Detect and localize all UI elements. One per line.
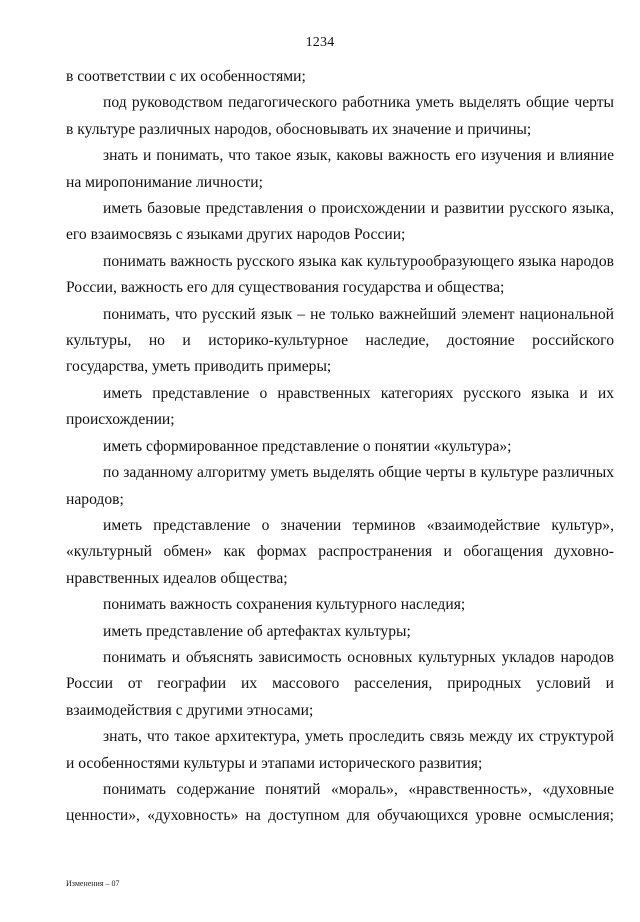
paragraph: под руководством педагогического работника уметь выделять общие черты в культуре различных народов, обосновывать их значение и причины; <box>66 94 614 138</box>
paragraph: знать и понимать, что такое язык, каковы важность его изучения и влияние на миропонимание личности; <box>66 147 614 191</box>
paragraph: по заданному алгоритму уметь выделять общие черты в культуре различных народов; <box>66 464 614 508</box>
document-body <box>66 64 614 830</box>
footer-revision-note: Изменения – 07 <box>66 879 120 888</box>
paragraph: иметь представление о значении терминов «взаимодействие культур», «культурный обмен» как формах распространения и обогащения духовно-нравственных идеалов общества; <box>66 516 614 587</box>
paragraph: иметь представление об артефактах культуры; <box>103 622 411 640</box>
paragraph: понимать важность сохранения культурного наследия; <box>103 596 466 614</box>
paragraph: иметь базовые представления о происхождении и развитии русского языка, его взаимосвязь с языками других народов России; <box>66 200 614 244</box>
paragraph: знать, что такое архитектура, уметь проследить связь между их структурой и особенностями культуры и этапами исторического развития; <box>66 728 614 772</box>
paragraph: иметь сформированное представление о понятии «культура»; <box>103 437 512 455</box>
page-number: 1234 <box>305 35 335 50</box>
paragraph: понимать, что русский язык – не только важнейший элемент национальной культуры, но и историко-культурное наследие, достояние российского государства, уметь приводить примеры; <box>66 305 614 376</box>
paragraph: понимать важность русского языка как культурообразующего языка народов России, важность его для существования государства и общества; <box>66 252 614 297</box>
paragraph: иметь представление о нравственных категориях русского языка и их происхождении; <box>66 384 614 429</box>
paragraph: в соответствии с их особенностями; <box>66 68 306 85</box>
paragraph: понимать и объяснять зависимость основных культурных укладов народов России от географии их массового расселения, природных условий и взаимодействия с другими этносами; <box>66 648 614 719</box>
paragraph: понимать содержание понятий «мораль», «нравственность», «духовные ценности», «духовность» на доступном для обучающихся уровне осмысления; <box>66 780 614 825</box>
